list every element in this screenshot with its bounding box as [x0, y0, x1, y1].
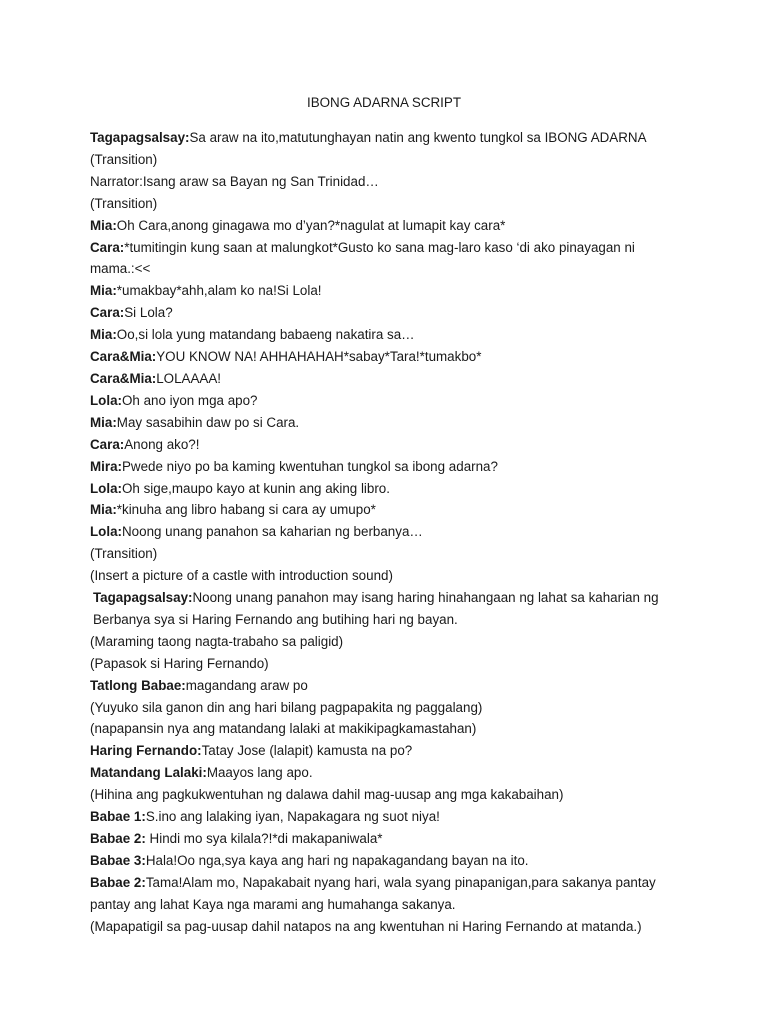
speaker-name: Lola:	[90, 524, 122, 540]
speaker-name: Mia:	[90, 327, 117, 343]
line-text: Oh Cara,anong ginagawa mo d’yan?*nagulat at lumapit kay cara*	[116, 217, 506, 233]
script-line	[90, 149, 680, 171]
speaker-name: Mia:	[90, 502, 117, 518]
line-text: (Transition)	[90, 195, 158, 211]
line-text: (napapansin nya ang matandang lalaki at makikipagkamastahan)	[90, 721, 477, 737]
speaker-name: Tatlong Babae:	[90, 677, 186, 693]
speaker-name: Cara:	[90, 436, 125, 452]
script-line	[90, 434, 680, 456]
speaker-name: Babae 1:	[90, 809, 146, 825]
script-line	[90, 850, 680, 872]
line-text: Sa araw na ito,matutunghayan natin ang kwento tungkol sa IBONG ADARNA	[189, 130, 647, 145]
script-line	[90, 368, 680, 390]
speaker-name: Babae 2:	[90, 831, 146, 846]
line-text: YOU KNOW NA! AHHAHAHAH*sabay*Tara!*tumakbo*	[156, 349, 482, 365]
script-line	[90, 193, 680, 215]
speaker-name: Tagapagsalsay:	[93, 590, 193, 606]
script-line	[90, 302, 680, 324]
script-line	[90, 390, 680, 412]
script-line	[90, 653, 680, 675]
line-text: Narrator:Isang araw sa Bayan ng San Trinidad…	[90, 173, 379, 189]
script-line	[90, 456, 680, 478]
line-text: Noong unang panahon may isang haring hinahangaan ng lahat sa kaharian ng Berbanya sya si Haring Fernando ang butihing hari ng bayan.	[93, 590, 659, 627]
speaker-name: Cara:	[90, 239, 125, 255]
script-line	[90, 784, 680, 806]
script-line	[90, 872, 680, 916]
script-line	[90, 412, 680, 434]
script-line	[90, 828, 680, 850]
speaker-name: Mia:	[90, 283, 117, 299]
speaker-name: Tagapagsalsay:	[90, 130, 190, 145]
line-text: Anong ako?!	[124, 436, 200, 452]
line-text: magandang araw po	[185, 677, 308, 693]
script-line	[90, 237, 680, 281]
speaker-name: Cara&Mia:	[90, 370, 157, 386]
document-title: IBONG ADARNA SCRIPT	[306, 95, 462, 110]
line-text: Noong unang panahon sa kaharian ng berbanya…	[122, 524, 423, 540]
line-text: *tumitingin kung saan at malungkot*Gusto ko sana mag-laro kaso ‘di ako pinayagan ni mama.:<<	[90, 239, 635, 277]
script-line	[90, 127, 680, 149]
line-text: (Transition)	[90, 546, 158, 562]
line-text: Tama!Alam mo, Napakabait nyang hari, wala syang pinapanigan,para sakanya pantay pantay ang lahat Kaya nga marami ang humahanga sakanya.	[90, 874, 656, 912]
line-text: Maayos lang apo.	[206, 765, 313, 781]
script-line	[90, 280, 680, 302]
speaker-name: Mira:	[90, 458, 122, 474]
speaker-name: Babae 2:	[90, 874, 146, 890]
script-body	[90, 127, 680, 938]
line-text: Si Lola?	[124, 305, 173, 321]
script-line	[90, 762, 680, 784]
script-line	[90, 718, 680, 740]
line-text: LOLAAAA!	[156, 370, 221, 386]
line-text: (Maraming taong nagta-trabaho sa paligid)	[90, 633, 344, 649]
script-line	[90, 171, 680, 193]
line-text: Hala!Oo nga,sya kaya ang hari ng napakagandang bayan na ito.	[145, 852, 529, 868]
script-line	[90, 478, 680, 500]
speaker-name: Haring Fernando:	[90, 743, 202, 759]
speaker-name: Matandang Lalaki:	[90, 765, 207, 781]
script-line	[90, 740, 680, 762]
line-text: (Yuyuko sila ganon din ang hari bilang pagpapakita ng paggalang)	[90, 699, 483, 715]
speaker-name: Babae 3:	[90, 852, 146, 868]
script-line	[90, 499, 680, 521]
line-text: (Transition)	[90, 151, 158, 167]
line-text: S.ino ang lalaking iyan, Napakagara ng suot niya!	[145, 809, 440, 825]
speaker-name: Lola:	[90, 392, 122, 408]
speaker-name: Cara&Mia:	[90, 349, 157, 365]
line-text: (Hihina ang pagkukwentuhan ng dalawa dahil mag-uusap ang mga kakabaihan)	[90, 787, 564, 803]
speaker-name: Mia:	[90, 217, 117, 233]
line-text: *umakbay*ahh,alam ko na!Si Lola!	[116, 283, 322, 299]
line-text: *kinuha ang libro habang si cara ay umupo*	[116, 502, 376, 518]
line-text: (Papasok si Haring Fernando)	[90, 655, 269, 671]
line-text: Tatay Jose (lalapit) kamusta na po?	[201, 743, 413, 759]
line-text: Pwede niyo po ba kaming kwentuhan tungkol sa ibong adarna?	[122, 458, 498, 474]
script-line	[90, 346, 680, 368]
script-line	[90, 631, 680, 653]
line-text: (Insert a picture of a castle with introduction sound)	[90, 568, 393, 584]
line-text: May sasabihin daw po si Cara.	[116, 414, 300, 430]
script-line	[90, 806, 680, 828]
script-line	[90, 521, 680, 543]
script-line	[90, 215, 680, 237]
speaker-name: Cara:	[90, 305, 125, 321]
script-line	[90, 675, 680, 697]
script-line	[90, 697, 680, 719]
script-line	[90, 587, 680, 631]
script-line	[90, 565, 680, 587]
line-text: (Mapapatigil sa pag-uusap dahil natapos na ang kwentuhan ni Haring Fernando at matanda.)	[90, 918, 642, 934]
line-text: Hindi mo sya kilala?!*di makapaniwala*	[145, 831, 383, 846]
speaker-name: Lola:	[90, 480, 122, 496]
speaker-name: Mia:	[90, 414, 117, 430]
line-text: Oh ano iyon mga apo?	[122, 392, 258, 408]
line-text: Oh sige,maupo kayo at kunin ang aking libro.	[122, 480, 390, 496]
script-line	[90, 543, 680, 565]
line-text: Oo,si lola yung matandang babaeng nakatira sa…	[116, 327, 415, 343]
script-line	[90, 916, 680, 938]
script-line	[90, 324, 680, 346]
